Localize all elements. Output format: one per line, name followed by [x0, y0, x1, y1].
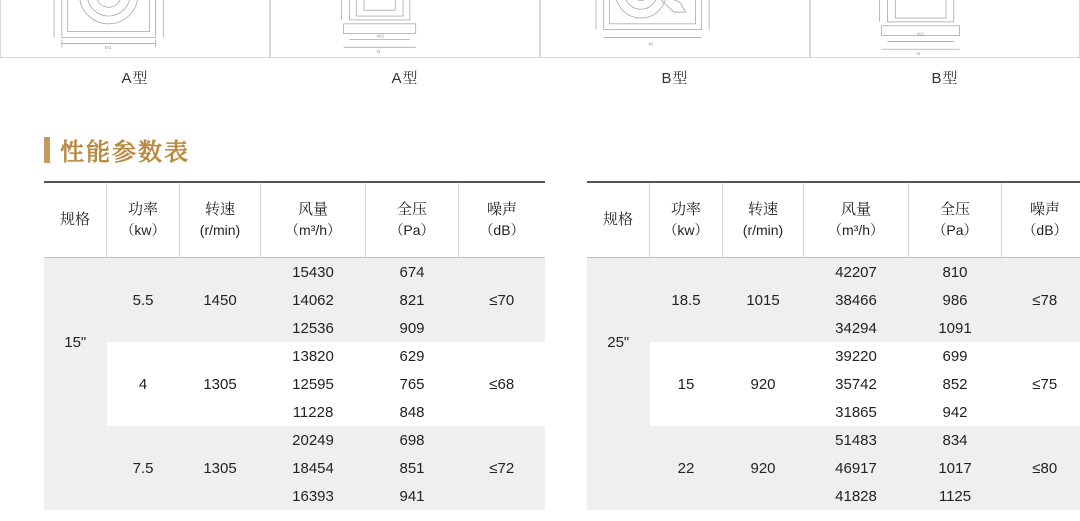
cell-rpm: 1015 [723, 258, 804, 343]
drawing-figure-a-side [270, 0, 540, 58]
header-power-unit: （kw） [663, 221, 709, 238]
header-noise-main: 噪声 [486, 201, 517, 219]
cell-pressure: 941 [366, 482, 459, 510]
header-rpm [723, 182, 804, 258]
drawing-label-3: B型 [661, 70, 689, 87]
header-airflow-unit: （m³/h） [285, 221, 341, 238]
header-noise [1002, 182, 1080, 258]
cell-power: 22 [650, 426, 723, 510]
cell-pressure: 1091 [909, 314, 1002, 342]
cell-rpm: 1305 [203, 375, 237, 393]
header-airflow-unit: （m³/h） [828, 221, 884, 238]
cell-pressure: 765 [399, 375, 425, 393]
cell-airflow: 41828 [804, 482, 909, 510]
cell-airflow: 34294 [804, 314, 909, 342]
header-spec-main: 规格 [602, 210, 633, 228]
technical-drawing-icon [811, 0, 1079, 57]
cell-pressure: 851 [366, 454, 459, 482]
cell-power: 18.5 [650, 258, 723, 343]
header-airflow [261, 182, 366, 258]
drawing-cell-3 [540, 0, 810, 112]
cell-airflow: 42207 [804, 258, 909, 287]
cell-airflow: 12536 [261, 314, 366, 342]
drawing-cell-2 [270, 0, 540, 112]
drawing-cell-1 [0, 0, 270, 112]
cell-spec [44, 426, 107, 510]
cell-airflow: 18454 [261, 454, 366, 482]
header-noise-main: 噪声 [1029, 201, 1060, 219]
cell-noise: ≤72 [459, 426, 546, 510]
section-accent-bar [44, 137, 50, 163]
table-row [44, 342, 545, 370]
svg-text:M: M [648, 42, 653, 48]
section-header [44, 132, 1080, 167]
table-body-left [44, 258, 545, 511]
cell-airflow: 20249 [261, 426, 366, 454]
header-pressure-unit: （Pa） [389, 221, 435, 238]
cell-rpm: 920 [723, 426, 804, 510]
drawing-label-2: A型 [391, 70, 419, 87]
cell-noise: ≤75 [1032, 375, 1058, 393]
header-spec [587, 182, 650, 258]
cell-spec: 25" [587, 258, 650, 427]
cell-pressure: 698 [366, 426, 459, 454]
header-rpm-main: 转速 [204, 201, 235, 219]
cell-rpm: 1450 [180, 258, 261, 343]
table-row [44, 258, 545, 287]
cell-airflow: 38466 [804, 286, 909, 314]
cell-airflow: 31865 [835, 403, 877, 421]
svg-text:W2: W2 [376, 34, 385, 40]
cell-noise: ≤70 [459, 258, 546, 343]
header-power-unit: （kw） [120, 221, 166, 238]
cell-spec [587, 426, 650, 510]
drawing-figure-a-front [0, 0, 270, 58]
header-pressure [909, 182, 1002, 258]
cell-pressure: 699 [942, 347, 968, 365]
drawing-figure-b-side [810, 0, 1080, 58]
svg-text:N: N [916, 52, 921, 57]
header-pressure-main: 全压 [396, 201, 427, 219]
cell-power: 7.5 [107, 426, 180, 510]
table-row [587, 426, 1080, 454]
cell-pressure: 810 [909, 258, 1002, 287]
cell-power: 5.5 [107, 258, 180, 343]
technical-drawing-icon [271, 0, 539, 57]
cell-airflow: 14062 [261, 286, 366, 314]
cell-pressure: 848 [399, 403, 425, 421]
cell-airflow: 11228 [292, 403, 334, 421]
header-noise [459, 182, 546, 258]
cell-pressure: 986 [909, 286, 1002, 314]
cell-pressure: 1017 [909, 454, 1002, 482]
cell-rpm: 1305 [180, 426, 261, 510]
header-noise-unit: （dB） [1022, 221, 1068, 238]
cell-noise: ≤68 [489, 375, 515, 393]
cell-airflow: 35742 [835, 375, 877, 393]
table-header-right [587, 182, 1080, 258]
table-row [44, 426, 545, 454]
header-power [107, 182, 180, 258]
cell-airflow: 39220 [835, 347, 877, 365]
table-header-row [587, 182, 1080, 258]
cell-airflow: 13820 [292, 347, 334, 365]
header-rpm [180, 182, 261, 258]
cell-power: 4 [138, 375, 148, 393]
header-airflow-main: 风量 [297, 201, 328, 219]
svg-text:N: N [376, 50, 381, 56]
header-rpm-unit: (r/min) [742, 221, 784, 238]
cell-rpm: 920 [750, 375, 776, 393]
section-title: 性能参数表 [60, 139, 190, 166]
cell-airflow: 46917 [804, 454, 909, 482]
performance-table-right [587, 181, 1080, 510]
cell-pressure: 909 [366, 314, 459, 342]
cell-noise: ≤78 [1002, 258, 1080, 343]
cell-airflow: 51483 [804, 426, 909, 454]
table-row [587, 258, 1080, 287]
header-rpm-main: 转速 [747, 201, 778, 219]
svg-text:W2: W2 [916, 32, 925, 38]
table-header-left [44, 182, 545, 258]
header-power-main: 功率 [670, 201, 701, 219]
header-rpm-unit: (r/min) [199, 221, 241, 238]
performance-table-left [44, 181, 545, 510]
drawing-label-1: A型 [121, 70, 149, 87]
technical-drawing-icon [541, 0, 809, 57]
header-noise-unit: （dB） [479, 221, 525, 238]
header-airflow-main: 风量 [840, 201, 871, 219]
drawing-label-4: B型 [931, 70, 959, 87]
header-pressure [366, 182, 459, 258]
header-pressure-main: 全压 [939, 201, 970, 219]
cell-pressure: 629 [399, 347, 425, 365]
cell-pressure: 852 [942, 375, 968, 393]
cell-pressure: 834 [909, 426, 1002, 454]
cell-airflow: 16393 [261, 482, 366, 510]
header-power-main: 功率 [127, 201, 158, 219]
cell-pressure: 821 [366, 286, 459, 314]
cell-pressure: 674 [366, 258, 459, 287]
header-spec [44, 182, 107, 258]
cell-airflow: 15430 [261, 258, 366, 287]
technical-drawing-icon [1, 0, 269, 57]
table-body-right [587, 258, 1080, 511]
header-airflow [804, 182, 909, 258]
table-row [587, 342, 1080, 370]
header-power [650, 182, 723, 258]
header-pressure-unit: （Pa） [932, 221, 978, 238]
cell-spec: 15" [44, 258, 107, 427]
svg-text:M1: M1 [104, 46, 112, 52]
cell-pressure: 1125 [909, 482, 1002, 510]
cell-noise: ≤80 [1002, 426, 1080, 510]
cell-pressure: 942 [942, 403, 968, 421]
drawing-figure-b-front [540, 0, 810, 58]
header-spec-main: 规格 [59, 210, 90, 228]
cell-power: 15 [677, 375, 695, 393]
performance-tables [0, 181, 1080, 510]
drawing-cell-4 [810, 0, 1080, 112]
cell-airflow: 12595 [292, 375, 334, 393]
drawings-row [0, 0, 1080, 112]
table-header-row [44, 182, 545, 258]
